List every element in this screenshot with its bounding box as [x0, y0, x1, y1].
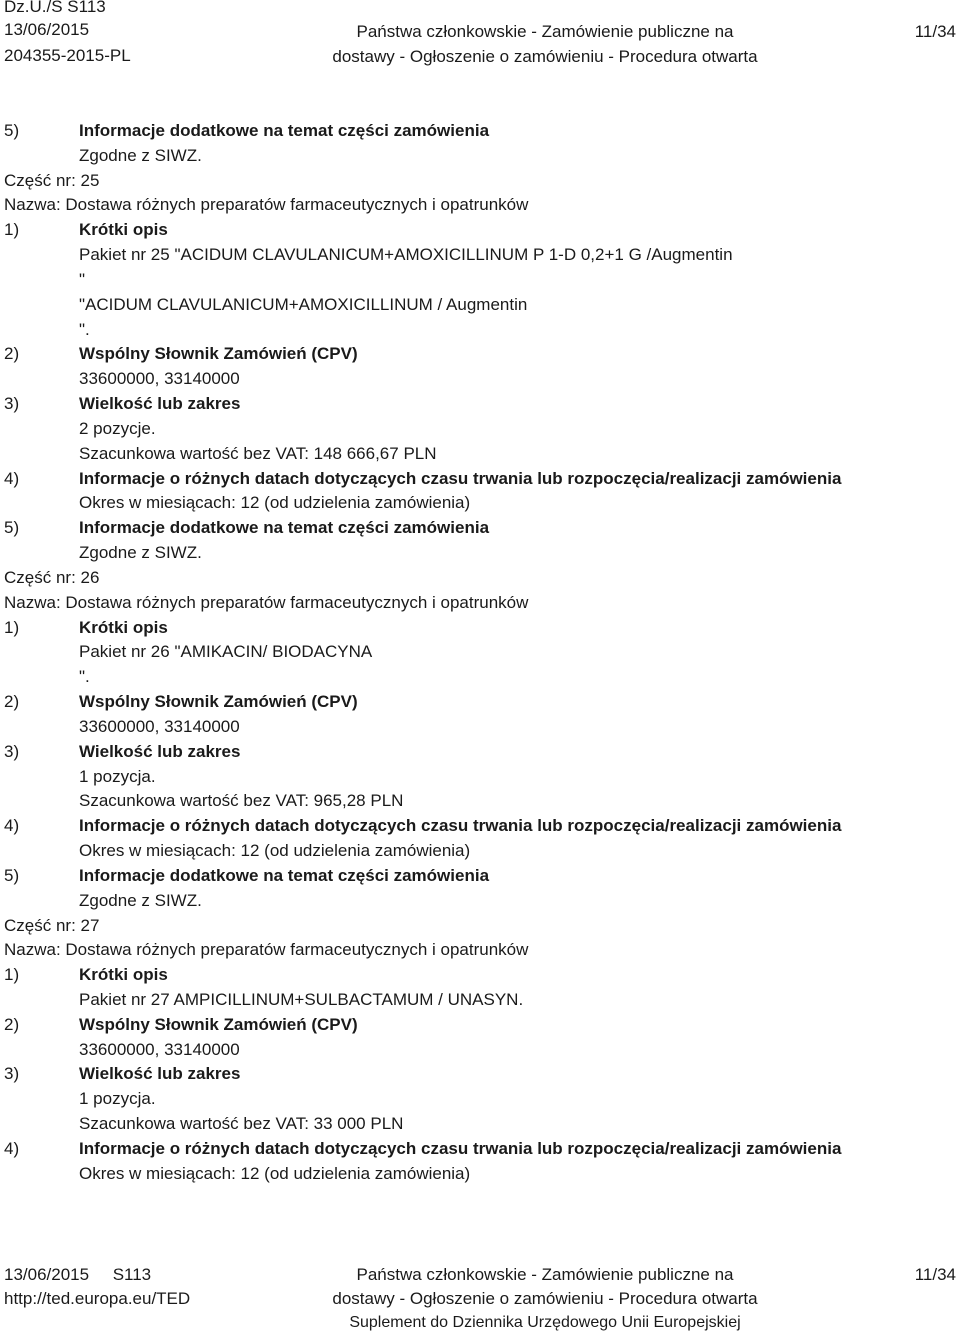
section-number: 4)	[4, 468, 20, 488]
footer-title-line-1: Państwa członkowskie - Zamówienie publiczne na	[356, 1265, 734, 1284]
section-text	[4, 889, 956, 914]
lot-field-text: Część nr: 26	[4, 567, 100, 587]
notice-body	[4, 119, 956, 1187]
section-text	[4, 318, 956, 343]
section-value: ".	[79, 667, 90, 687]
lot-field-text: Część nr: 27	[4, 915, 100, 935]
section-number: 1)	[4, 220, 20, 240]
section-heading	[4, 616, 956, 641]
header-journal-ref: Dz.U./S S113	[4, 0, 106, 16]
section-text	[4, 417, 956, 442]
lot-field	[4, 193, 956, 218]
lot-field	[4, 914, 956, 939]
section-heading	[4, 516, 956, 541]
section-number: 1)	[4, 617, 20, 637]
section-value: Okres w miesiącach: 12 (od udzielenia zamówienia)	[79, 1163, 471, 1183]
section-value: Okres w miesiącach: 12 (od udzielenia zamówienia)	[79, 841, 471, 861]
section-text	[4, 442, 956, 467]
footer-date-issue: 13/06/2015 S113	[4, 1265, 152, 1284]
section-title: Informacje o różnych datach dotyczących czasu trwania lub rozpoczęcia/realizacji zamówienia	[79, 816, 842, 836]
section-heading	[4, 467, 956, 492]
section-value: Pakiet nr 26 "AMIKACIN/ BIODACYNA	[79, 642, 373, 662]
section-value: Pakiet nr 25 "ACIDUM CLAVULANICUM+AMOXICILLINUM P 1-D 0,2+1 G /Augmentin	[79, 245, 733, 265]
section-value: ".	[79, 319, 90, 339]
footer-page-number: 11/34	[914, 1265, 956, 1284]
section-number: 4)	[4, 816, 20, 836]
section-text	[4, 491, 956, 516]
section-text	[4, 1087, 956, 1112]
section-heading	[4, 1062, 956, 1087]
section-heading	[4, 963, 956, 988]
lot-field	[4, 169, 956, 194]
section-title: Krótki opis	[79, 220, 168, 240]
section-value: Zgodne z SIWZ.	[79, 145, 202, 165]
section-value: 2 pozycje.	[79, 418, 156, 438]
section-value: Szacunkowa wartość bez VAT: 33 000 PLN	[79, 1114, 404, 1134]
section-number: 4)	[4, 1138, 20, 1158]
section-title: Informacje o różnych datach dotyczących czasu trwania lub rozpoczęcia/realizacji zamówienia	[79, 1138, 842, 1158]
lot-field	[4, 591, 956, 616]
section-heading	[4, 218, 956, 243]
section-number: 3)	[4, 741, 20, 761]
section-value: 1 pozycja.	[79, 1089, 156, 1109]
section-heading	[4, 1137, 956, 1162]
section-title: Wielkość lub zakres	[79, 741, 241, 761]
section-title: Wspólny Słownik Zamówień (CPV)	[79, 692, 358, 712]
footer-supplement: Suplement do Dziennika Urzędowego Unii Europejskiej	[349, 1314, 741, 1331]
section-title: Wielkość lub zakres	[79, 1064, 241, 1084]
section-title: Informacje dodatkowe na temat części zamówienia	[79, 865, 490, 885]
section-text	[4, 367, 956, 392]
section-value: Szacunkowa wartość bez VAT: 965,28 PLN	[79, 791, 404, 811]
section-title: Informacje o różnych datach dotyczących czasu trwania lub rozpoczęcia/realizacji zamówienia	[79, 468, 842, 488]
section-number: 5)	[4, 121, 20, 140]
section-heading	[4, 342, 956, 367]
section-number: 2)	[4, 344, 20, 364]
section-text	[4, 839, 956, 864]
section-value: 33600000, 33140000	[79, 369, 240, 389]
section-text	[4, 1162, 956, 1187]
section-heading	[4, 119, 956, 144]
section-value: "	[79, 269, 86, 289]
section-value: Szacunkowa wartość bez VAT: 148 666,67 PLN	[79, 443, 437, 463]
lot-field-text: Nazwa: Dostawa różnych preparatów farmaceutycznych i opatrunków	[4, 195, 529, 215]
section-text	[4, 640, 956, 665]
section-text	[4, 268, 956, 293]
lot-field-text: Nazwa: Dostawa różnych preparatów farmaceutycznych i opatrunków	[4, 592, 529, 612]
footer-title-line-2: dostawy - Ogłoszenie o zamówieniu - Procedura otwarta	[332, 1289, 758, 1308]
section-text	[4, 765, 956, 790]
header-date: 13/06/2015	[4, 20, 90, 39]
section-value: Zgodne z SIWZ.	[79, 890, 202, 910]
section-text	[4, 665, 956, 690]
section-heading	[4, 1013, 956, 1038]
section-heading	[4, 690, 956, 715]
section-value: "ACIDUM CLAVULANICUM+AMOXICILLINUM / Augmentin	[79, 294, 528, 314]
section-value: Pakiet nr 27 AMPICILLINUM+SULBACTAMUM / UNASYN.	[79, 989, 524, 1009]
section-text	[4, 1112, 956, 1137]
section-title: Informacje dodatkowe na temat części zamówienia	[79, 121, 490, 140]
section-value: 1 pozycja.	[79, 766, 156, 786]
section-number: 5)	[4, 865, 20, 885]
section-title: Informacje dodatkowe na temat części zamówienia	[79, 518, 490, 538]
section-number: 1)	[4, 965, 20, 985]
section-text	[4, 1038, 956, 1063]
header-page-number: 11/34	[914, 22, 956, 41]
lot-field	[4, 938, 956, 963]
section-title: Krótki opis	[79, 617, 168, 637]
section-number: 2)	[4, 1014, 20, 1034]
section-number: 3)	[4, 1064, 20, 1084]
section-title: Krótki opis	[79, 965, 168, 985]
section-heading	[4, 814, 956, 839]
section-text	[4, 988, 956, 1013]
footer-url: http://ted.europa.eu/TED	[4, 1289, 191, 1308]
section-heading	[4, 864, 956, 889]
section-number: 3)	[4, 394, 20, 414]
section-title: Wspólny Słownik Zamówień (CPV)	[79, 344, 358, 364]
section-text	[4, 144, 956, 169]
header-title-line-1: Państwa członkowskie - Zamówienie publiczne na	[356, 22, 734, 41]
section-text	[4, 541, 956, 566]
section-heading	[4, 740, 956, 765]
section-value: Zgodne z SIWZ.	[79, 543, 202, 563]
section-number: 2)	[4, 692, 20, 712]
section-value: Okres w miesiącach: 12 (od udzielenia zamówienia)	[79, 493, 471, 513]
section-text	[4, 293, 956, 318]
section-number: 5)	[4, 518, 20, 538]
section-title: Wspólny Słownik Zamówień (CPV)	[79, 1014, 358, 1034]
section-value: 33600000, 33140000	[79, 1039, 240, 1059]
section-value: 33600000, 33140000	[79, 716, 240, 736]
section-heading	[4, 392, 956, 417]
section-text	[4, 243, 956, 268]
lot-field-text: Nazwa: Dostawa różnych preparatów farmaceutycznych i opatrunków	[4, 940, 529, 960]
section-title: Wielkość lub zakres	[79, 394, 241, 414]
section-text	[4, 789, 956, 814]
header-notice-number: 204355-2015-PL	[4, 46, 131, 65]
section-text	[4, 715, 956, 740]
header-title-line-2: dostawy - Ogłoszenie o zamówieniu - Procedura otwarta	[332, 47, 758, 66]
lot-field	[4, 566, 956, 591]
lot-field-text: Część nr: 25	[4, 170, 100, 190]
